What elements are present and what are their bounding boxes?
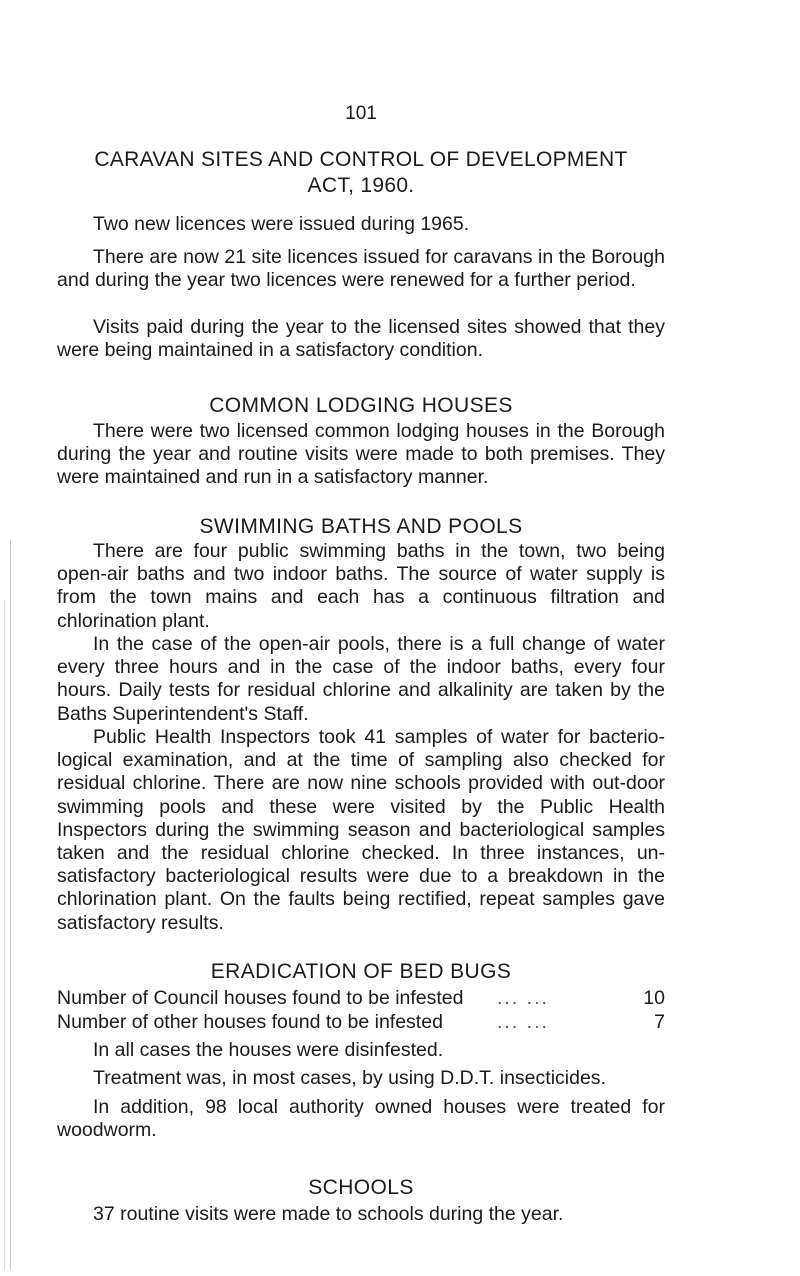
baths-paragraph-3: Public Health Inspectors took 41 samples of water for bacterio-logical examination, and at the time of sampling also checked for residual chlorine. There are now nine schools provided with out-door swimming pools and these were visited by the Public Health Inspectors during the swimming season and bacteriological samples taken and the residual chlorine checked. In three instances, un-satisfactory bacteriological results were due to a breakdown in the chlorination plant. On the faults being rectified, repeat samples gave satisfactory results. (57, 726, 665, 934)
caravan-title-line2: ACT, 1960. (307, 174, 415, 197)
bugs-row-value: 10 (643, 987, 665, 1009)
bugs-row-label: Number of other houses found to be infested (57, 1011, 443, 1033)
caravan-paragraph-1: Two new licences were issued during 1965. (93, 213, 470, 235)
bugs-heading: ERADICATION OF BED BUGS (210, 960, 512, 983)
lodging-paragraph: There were two licensed common lodging houses in the Borough during the year and routine visits were made to both premises. They were maintained and run in a satisfactory manner. (57, 420, 665, 489)
bugs-row-label: Number of Council houses found to be infested (57, 987, 464, 1009)
lodging-heading: COMMON LODGING HOUSES (209, 394, 513, 417)
caravan-title-line1: CARAVAN SITES AND CONTROL OF DEVELOPMENT (94, 148, 628, 171)
bugs-row-council (57, 987, 665, 1011)
baths-paragraph-2: In the case of the open-air pools, there is a full change of water every three hours and in the case of the indoor baths, every four hours. Daily tests for residual chlorine and alkalinity are taken by the Baths Superintendent's Staff. (57, 633, 665, 725)
page-number: 101 (345, 103, 377, 124)
leader-dots: ... ... (497, 1011, 549, 1033)
bugs-row-other (57, 1011, 665, 1035)
schools-paragraph: 37 routine visits were made to schools during the year. (93, 1203, 564, 1225)
scan-edge-line-faint (4, 600, 5, 1270)
bugs-paragraph-1: In all cases the houses were disinfested. (93, 1039, 444, 1061)
caravan-paragraph-2: There are now 21 site licences issued for caravans in the Borough and during the year two licences were renewed for a further period. (57, 246, 665, 292)
schools-heading: SCHOOLS (308, 1176, 414, 1199)
baths-heading: SWIMMING BATHS AND POOLS (199, 515, 523, 538)
caravan-section-title (57, 147, 665, 199)
bugs-paragraph-3: In addition, 98 local authority owned houses were treated for woodworm. (57, 1096, 665, 1142)
bugs-row-value: 7 (654, 1011, 665, 1033)
bugs-paragraph-2: Treatment was, in most cases, by using D.D.T. insecticides. (93, 1067, 606, 1089)
baths-paragraph-1: There are four public swimming baths in the town, two being open-air baths and two indoor baths. The source of water supply is from the town mains and each has a continuous filtration and chlorination plant. (57, 540, 665, 632)
caravan-paragraph-3: Visits paid during the year to the licensed sites showed that they were being maintained in a satisfactory condition. (57, 316, 665, 362)
scan-edge-line (10, 540, 11, 1270)
leader-dots: ... ... (497, 987, 549, 1009)
